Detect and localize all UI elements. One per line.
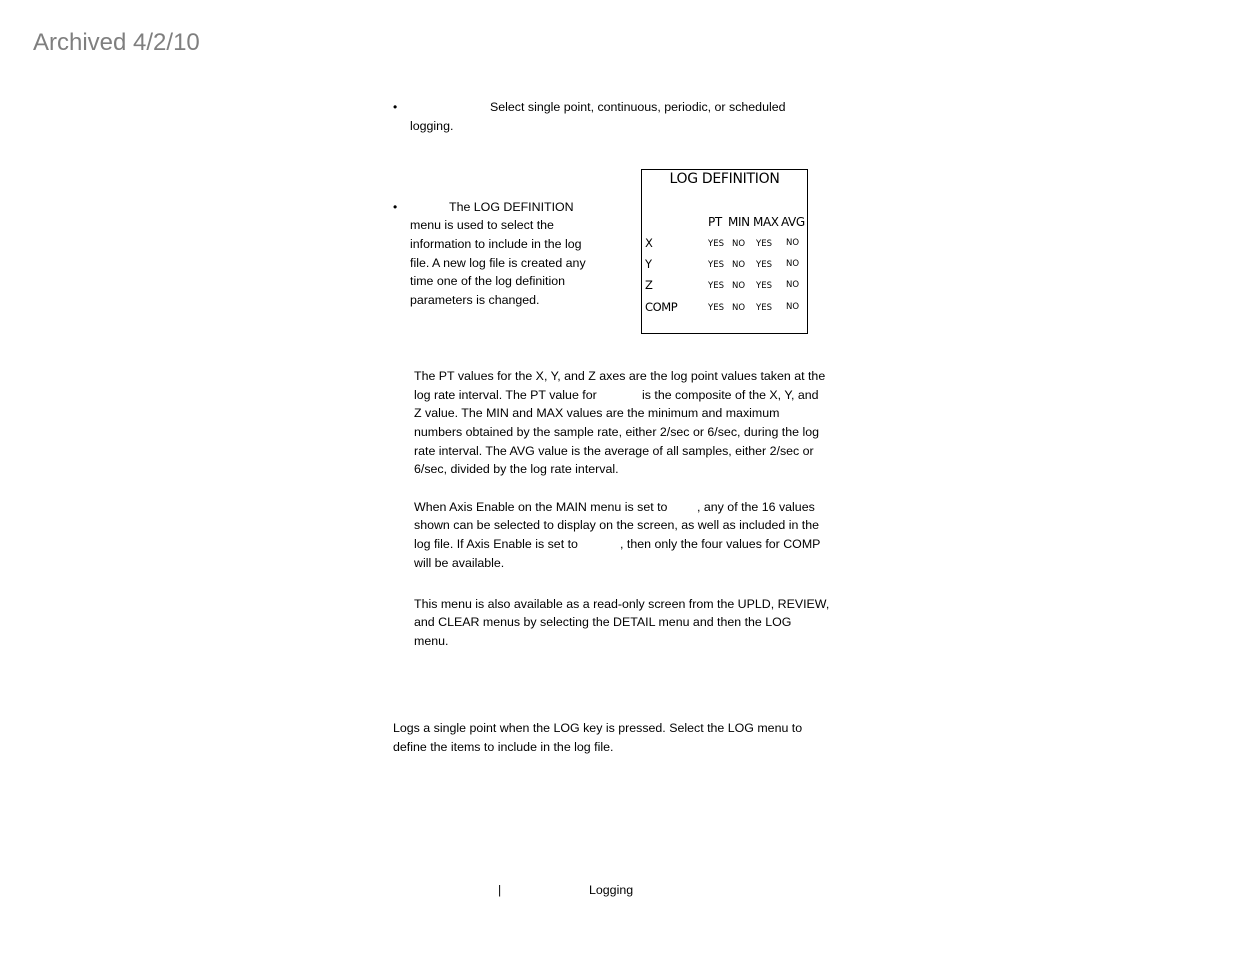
lcd-cell: YES [708,281,724,291]
lcd-cell: NO [786,280,800,290]
axis-enable-line-3b: , then only the four values for COMP [620,537,821,551]
pt-values-line-4: numbers obtained by the sample rate, either 2/sec or 6/sec, during the log [414,425,819,439]
lcd-column-max: MAX [753,215,779,229]
axis-enable-line-4: will be available. [414,556,505,570]
read-only-line-1: This menu is also available as a read-only screen from the UPLD, REVIEW, [414,597,830,611]
lcd-column-avg: AVG [781,215,805,229]
axis-enable-line-1b: , any of the 16 values [697,500,815,514]
read-only-line-3: menu. [414,634,449,648]
lcd-cell: YES [708,303,724,313]
bullet-1-line-2: logging. [410,119,454,133]
pt-values-line-6: 6/sec, divided by the log rate interval. [414,462,619,476]
lcd-cell: NO [732,260,746,270]
lcd-column-min: MIN [728,215,750,229]
footer-section-title: Logging [589,883,634,897]
bullet-2-line-2: menu is used to select the [410,218,554,232]
bullet-1-line-1: Select single point, continuous, periodic, or scheduled [490,100,786,114]
lcd-column-pt: PT [708,215,722,229]
read-only-line-2: and CLEAR menus by selecting the DETAIL menu and then the LOG [414,615,792,629]
footer-separator: | [498,883,502,897]
bullet-glyph: • [393,200,398,214]
pt-values-line-5: rate interval. The AVG value is the average of all samples, either 2/sec or [414,444,814,458]
lcd-cell: NO [786,238,800,248]
pt-values-line-2a: log rate interval. The PT value for [414,388,597,402]
bullet-glyph: • [393,100,398,114]
lcd-cell: YES [708,260,724,270]
lcd-title: LOG DEFINITION [669,171,780,187]
pt-values-line-3: Z value. The MIN and MAX values are the minimum and maximum [414,406,780,420]
lcd-cell: NO [786,302,800,312]
axis-enable-line-2: shown can be selected to display on the screen, as well as included in the [414,518,820,532]
bullet-2-line-4: file. A new log file is created any [410,256,586,270]
lcd-row-label-z: Z [645,278,653,292]
single-point-line-1: Logs a single point when the LOG key is pressed. Select the LOG menu to [393,721,803,735]
bullet-2-line-3: information to include in the log [410,237,582,251]
pt-values-line-2b: is the composite of the X, Y, and [642,388,819,402]
lcd-cell: NO [732,303,746,313]
lcd-row-label-x: X [645,236,653,250]
lcd-row-label-comp: COMP [645,300,678,314]
lcd-cell: NO [732,239,746,249]
lcd-cell: YES [756,239,772,249]
bullet-2-line-5: time one of the log definition [410,274,565,288]
bullet-2-line-6: parameters is changed. [410,293,540,307]
log-definition-screen [641,169,808,334]
axis-enable-line-3a: log file. If Axis Enable is set to [414,537,578,551]
lcd-cell: YES [756,281,772,291]
lcd-row-label-y: Y [645,257,652,271]
archived-label: Archived 4/2/10 [33,29,200,56]
lcd-cell: YES [708,239,724,249]
single-point-line-2: define the items to include in the log file. [393,740,614,754]
lcd-cell: NO [786,259,800,269]
lcd-cell: YES [756,260,772,270]
axis-enable-line-1a: When Axis Enable on the MAIN menu is set to [414,500,668,514]
pt-values-line-1: The PT values for the X, Y, and Z axes are the log point values taken at the [414,369,826,383]
lcd-cell: YES [756,303,772,313]
bullet-2-line-1: The LOG DEFINITION [449,200,574,214]
lcd-cell: NO [732,281,746,291]
